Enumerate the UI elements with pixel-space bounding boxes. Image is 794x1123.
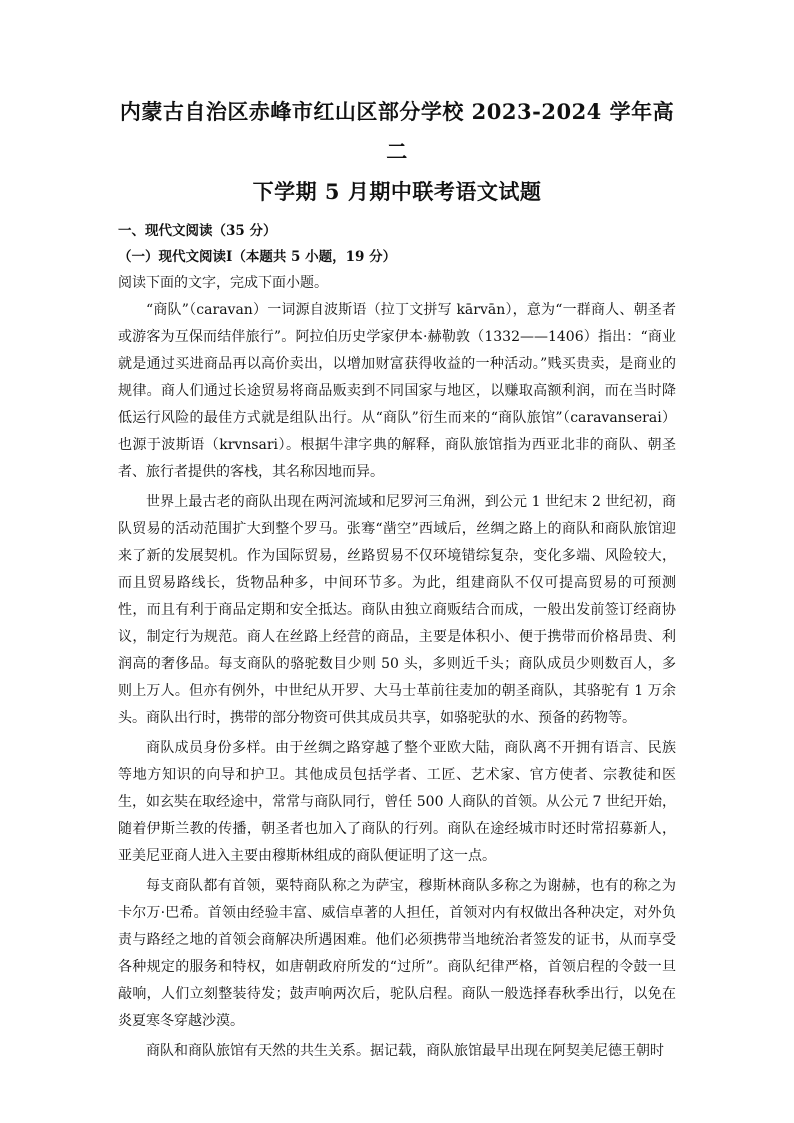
reading-instruction: 阅读下面的文字，完成下面小题。 <box>118 275 328 291</box>
subsection-heading: （一）现代文阅读Ⅰ（本题共 5 小题，19 分） <box>118 249 397 265</box>
paragraph-1: “商队”（caravan）一词源自波斯语（拉丁文拼写 kārvān），意为“一群商人、朝圣者或游客为互保而结伴旅行”。阿拉伯历史学家伊本·赫勒敦（1332——1406）指出：“商业就是通过买进商品再以高价卖出，以增加财富获得收益的一种活动。”贱买贵卖，是商业的规律。商人们通过长途贸易将商品贩卖到不同国家与地区，以赚取高额利润，而在当时降低运行风险的最佳方式就是组队出行。从“商队”衍生而来的“商队旅馆”（caravanserai）也源于波斯语（krvnsari）。根据牛津字典的解释，商队旅馆指为西亚北非的商队、朝圣者、旅行者提供的客栈，其名称因地而异。 <box>118 302 676 480</box>
title-line-2: 下学期 5 月期中联考语文试题 <box>252 179 542 204</box>
paragraph-3: 商队成员身份多样。由于丝绸之路穿越了整个亚欧大陆，商队离不开拥有语言、民族等地方知识的向导和护卫。其他成员包括学者、工匠、艺术家、官方使者、宗教徒和医生，如玄奘在取经途中，常常与商队同行，曾任 500 人商队的首领。从公元 7 世纪开始，随着伊斯兰教的传播，朝圣者也加入了商队的行列。商队在途经城市时还时常招募新人，亚美尼亚商人进入主要由穆斯林组成的商队便证明了这一点。 <box>118 740 676 864</box>
section-heading: 一、现代文阅读（35 分） <box>118 223 277 239</box>
title-line-1: 内蒙古自治区赤峰市红山区部分学校 2023-2024 学年高二 <box>119 99 675 164</box>
paragraph-5: 商队和商队旅馆有天然的共生关系。据记载，商队旅馆最早出现在阿契美尼德王朝时 <box>146 1043 664 1059</box>
paragraph-4: 每支商队都有首领，粟特商队称之为萨宝，穆斯林商队多称之为谢赫，也有的称之为卡尔万·巴希。首领由经验丰富、威信卓著的人担任，首领对内有权做出各种决定，对外负责与路经之地的首领会商解决所遇困难。他们必须携带当地统治者签发的证书，从而享受各种规定的服务和特权，如唐朝政府所发的“过所”。商队纪律严格，首领启程的令鼓一旦敲响，人们立刻整装待发；鼓声响两次后，驼队启程。商队一般选择春秋季出行，以免在炎夏寒冬穿越沙漠。 <box>118 878 676 1029</box>
document-title <box>118 92 676 212</box>
paragraph-2: 世界上最古老的商队出现在两河流域和尼罗河三角洲，到公元 1 世纪末 2 世纪初，商队贸易的活动范围扩大到整个罗马。张骞“凿空”西域后，丝绸之路上的商队和商队旅馆迎来了新的发展契机。作为国际贸易，丝路贸易不仅环境错综复杂，变化多端、风险较大，而且贸易路线长，货物品种多，中间环节多。为此，组建商队不仅可提高贸易的可预测性，而且有利于商品定期和安全抵达。商队由独立商贩结合而成，一般出发前签订经商协议，制定行为规范。商人在丝路上经营的商品，主要是体积小、便于携带而价格昂贵、利润高的奢侈品。每支商队的骆驼数目少则 50 头，多则近千头；商队成员少则数百人，多则上万人。但亦有例外，中世纪从开罗、大马士革前往麦加的朝圣商队，其骆驼有 1 万余头。商队出行时，携带的部分物资可供其成员共享，如骆驼驮的水、预备的药物等。 <box>118 494 676 726</box>
